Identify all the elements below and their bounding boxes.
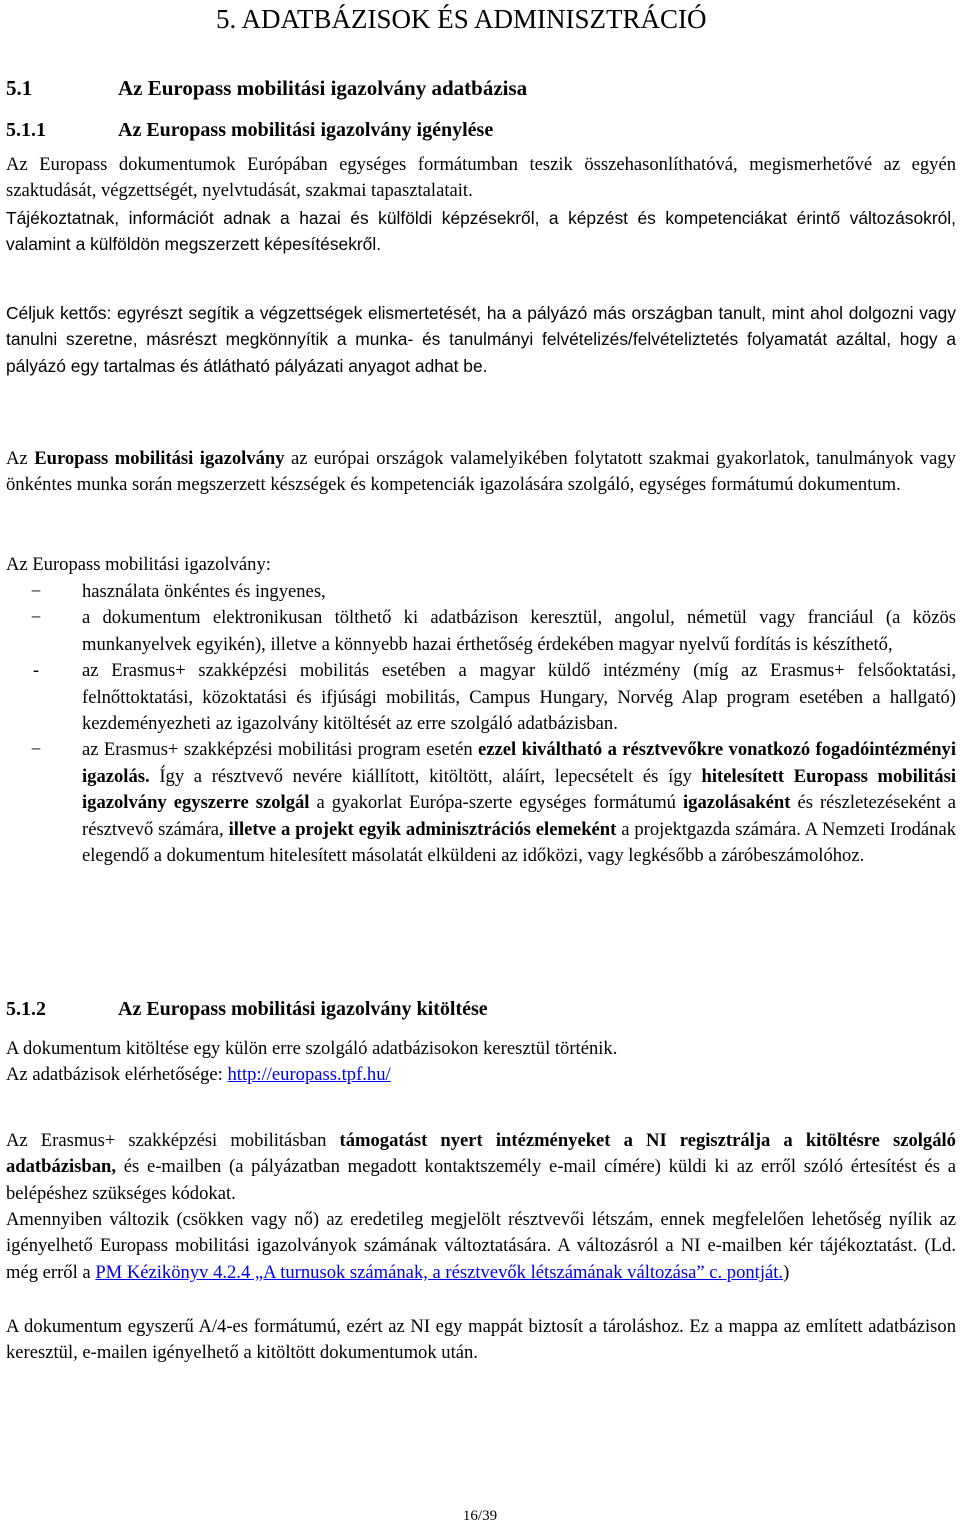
list-item: [6, 658, 956, 737]
subsection-heading-1: [6, 116, 956, 144]
definition-text-post: az európai országok valamelyikében folytatott szakmai gyakorlatok, tanulmányok vagy önkéntes munka során megszerzett készségek és kompetenciák igazolására szolgáló, egységes formátumú dokumentum.: [6, 448, 956, 496]
intro-serif-text: Az Europass dokumentumok Európában egységes formátumban teszik összehasonlíthatóvá, megismerhetővé az egyén szaktudását, végzettségét, nyelvtudását, szakmai tapasztalatait.: [6, 154, 956, 202]
page-number: 16/39: [462, 1508, 498, 1524]
list-bullet: −: [30, 739, 42, 761]
paragraph-database: [6, 1036, 956, 1089]
list-item-bold: illetve a projekt egyik adminisztrációs elemeként: [228, 818, 617, 840]
subsection-title-1: Az Europass mobilitási igazolvány igénylése: [118, 119, 494, 141]
feature-list: [6, 579, 956, 869]
registration-bold: támogatást nyert intézményeket a NI regisztrálja a kitöltésre szolgáló adatbázisban,: [6, 1130, 956, 1178]
database-text: A dokumentum kitöltése egy külön erre szolgáló adatbázisokon keresztül történik.: [6, 1038, 618, 1059]
list-bullet: -: [32, 660, 40, 682]
chapter-title: 5. ADATBÁZISOK ÉS ADMINISZTRÁCIÓ: [216, 4, 707, 34]
list-item-text: és részletezéseként a résztvevő számára,: [82, 792, 956, 840]
list-item-text: a projektgazda számára. A Nemzeti Irodának elegendő a dokumentum hitelesített másolatát elküldeni az időközi, vagy legkésőbb a záróbeszámolóhoz.: [82, 818, 956, 867]
definition-text-pre: Az: [6, 448, 35, 469]
list-item: [6, 579, 956, 605]
paragraph-changes: [6, 1207, 956, 1286]
database-access: [6, 1062, 956, 1088]
database-access-label: Az adatbázisok elérhetősége:: [6, 1064, 228, 1086]
list-item-bold: ezzel kiváltható a résztvevőkre vonatkozó fogadóintézményi igazolás.: [82, 739, 956, 787]
registration-text: Az Erasmus+ szakképzési mobilitásban: [6, 1130, 340, 1151]
section-heading: [6, 74, 956, 102]
paragraph-folder: A dokumentum egyszerű A/4-es formátumú, ezért az NI egy mappát biztosít a tároláshoz. Ez a mappa az említett adatbázison keresztül, e-mailen igényelhető a kitöltött dokumentumok után.: [6, 1316, 956, 1364]
paragraph-definition: [6, 446, 956, 499]
subsection-number-2: 5.1.2: [6, 998, 46, 1020]
handbook-link[interactable]: PM Kézikönyv 4.2.4 „A turnusok számának, a résztvevők létszámának változása” c. pontját.: [95, 1261, 784, 1283]
list-item-bold: hitelesített Europass mobilitási igazolvány egyszerre szolgál: [82, 765, 957, 814]
europass-link[interactable]: http://europass.tpf.hu/: [227, 1064, 391, 1086]
changes-text: Amennyiben változik (csökken vagy nő) az eredetileg megjelölt résztvevői létszám, ennek megfelelően lehetőség nyílik az igényelhető Europass mobilitási igazolványok számának változtatására. A változásról a NI e-mailben kér tájékoztatást. (Ld. még erről a: [6, 1209, 956, 1283]
list-item: [6, 605, 956, 658]
subsection-number-1: 5.1.1: [6, 119, 46, 141]
list-item-text: Így a résztvevő nevére kiállított, kitöltött, aláírt, lepecsételt és így: [149, 765, 702, 787]
list-item-text: a gyakorlat Európa-szerte egységes formátumú: [309, 792, 683, 814]
section-title: Az Europass mobilitási igazolvány adatbázisa: [118, 76, 528, 100]
intro-sans-text: Tájékoztatnak, információt adnak a hazai és külföldi képzésekről, a képzést és kompetenciákat érintő változásokról, valamint a külföldön megszerzett képesítésekről.: [6, 207, 956, 255]
list-intro: Az Europass mobilitási igazolvány:: [6, 554, 271, 575]
list-bullet: −: [30, 607, 42, 629]
paragraph-goals: Céljuk kettős: egyrészt segítik a végzettségek elismertetését, ha a pályázó más országban tanult, mint ahol dolgozni vagy tanulni szeretne, másrészt megkönnyítik a munka- és tanulmányi felvételizés/felvételiztetés folyamatát azáltal, hogy a pályázó egy tartalmas és átlátható pályázati anyagot adhat be.: [6, 303, 956, 376]
list-item-text: az Erasmus+ szakképzési mobilitás esetében a magyar küldő intézmény (míg az Erasmus+ felsőoktatási, felnőttoktatási, közoktatási és ifjúsági mobilitás, Campus Hungary, Norvég Alap program esetében a hallgató) kezdeményezheti az igazolvány kitöltését az erre szolgáló adatbázisban.: [82, 660, 956, 735]
subsection-title-2: Az Europass mobilitási igazolvány kitöltése: [118, 998, 488, 1020]
section-number: 5.1: [6, 76, 33, 100]
list-item-text: használata önkéntes és ingyenes,: [82, 581, 326, 602]
changes-text-end: ): [783, 1261, 790, 1283]
paragraph-registration: [6, 1128, 956, 1207]
list-item: [6, 737, 956, 869]
list-item-bold: igazolásaként: [683, 792, 791, 814]
subsection-heading-2: [6, 995, 956, 1023]
registration-text: és e-mailben (a pályázatban megadott kontaktszemély e-mail címére) küldi ki az erről szóló értesítést és a belépéshez szükséges kódokat.: [6, 1156, 956, 1204]
list-item-text: a dokumentum elektronikusan tölthető ki adatbázison keresztül, angolul, németül vagy franciául (a közös munkanyelvek egyikén), illetve a könnyebb hazai érthetőség érdekében magyar nyelvű fordítás is készíthető,: [82, 607, 956, 655]
definition-bold: Europass mobilitási igazolvány: [34, 448, 285, 469]
list-bullet: −: [30, 581, 42, 602]
list-item-text: az Erasmus+ szakképzési mobilitási program esetén: [82, 739, 479, 761]
paragraph-intro: [6, 152, 956, 258]
